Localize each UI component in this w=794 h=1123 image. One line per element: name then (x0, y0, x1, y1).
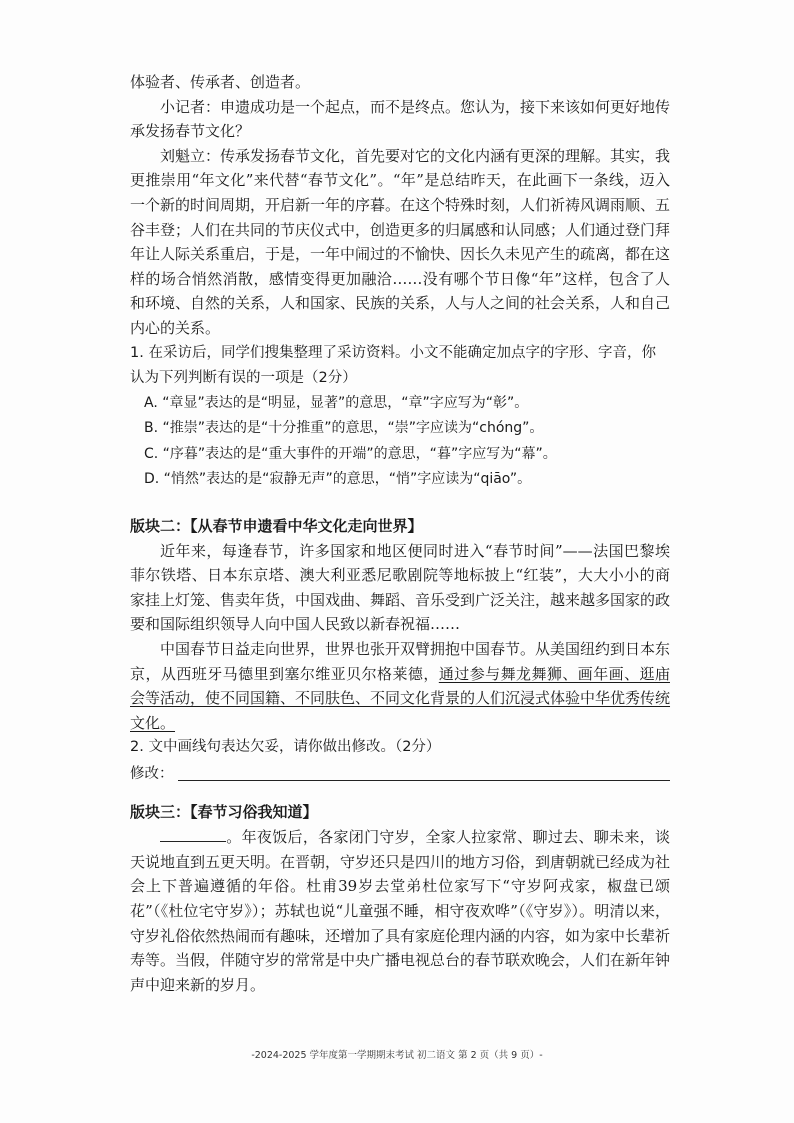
question-2-answer-row (130, 760, 670, 787)
page-footer: -2024-2025 学年度第一学期期末考试 初二语文 第 2 页（共 9 页）- (251, 1050, 543, 1061)
underlined-sentence: 通过参与舞龙舞狮、画年画、逛庙会等活动，使不同国籍、不同肤色、不同文化背景的人们沉浸式体验中华优秀传统文化。 (130, 664, 671, 732)
fill-in-blank[interactable] (160, 825, 226, 842)
qa-answer: 刘魁立：传承发扬春节文化，首先要对它的文化内涵有更深的理解。其实，我更推崇用“年文化”来代替“春节文化”。“年”是总结昨天，在此画下一条线，迈入一个新的时间周期，开启新一年的序暮。在这个特殊时刻，人们祈祷风调雨顺、五谷丰登；人们在共同的节庆仪式中，创造更多的归属感和认同感；人们通过登门拜年让人际关系重启，于是，一年中闹过的不愉快、因长久未见产生的疏离，都在这样的场合悄然消散，感情变得更加融洽……没有哪个节日像“年”这样，包含了人和环境、自然的关系，人和国家、民族的关系，人与人之间的社会关系，人和自己内心的关系。 (130, 146, 671, 337)
question-1-stem: 1. 在采访后，同学们搜集整理了采访资料。小文不能确定加点字的字形、字音，你认为下列判断有误的一项是（2分） (130, 344, 656, 386)
spacer (130, 787, 670, 799)
question-2-answer-line[interactable] (178, 760, 671, 781)
section-2-paragraph-2 (130, 637, 670, 735)
section-2-paragraph-2-text: 中国春节日益走向世界，世界也张开双臂拥抱中国春节。从美国纽约到日本东京，从西班牙马德里到塞尔维亚贝尔格莱德， (130, 639, 671, 683)
question-1-option-b[interactable]: B. “推崇”表达的是“十分推重”的意思，“崇”字应读为“chóng”。 (144, 420, 544, 437)
section-3-paragraph (130, 825, 670, 997)
section-2-paragraph-1: 近年来，每逢春节，许多国家和地区便同时进入“春节时间”——法国巴黎埃菲尔铁塔、日本东京塔、澳大利亚悉尼歌剧院等地标披上“红装”，大大小小的商家挂上灯笼、售卖年货，中国戏曲、舞蹈、音乐受到广泛关注，越来越多国家的政要和国际组织领导人向中国人民致以新春祝福…… (130, 541, 671, 634)
intro-line: 体验者、传承者、创造者。 (130, 73, 311, 91)
question-1-option-c[interactable]: C. “序暮”表达的是“重大事件的开端”的意思，“暮”字应写为“幕”。 (144, 445, 557, 462)
question-1-option-d[interactable]: D. “悄然”表达的是“寂静无声”的意思，“悄”字应读为“qiāo”。 (144, 471, 532, 488)
section-2-title: 版块二：【从春节申遗看中华文化走向世界】 (130, 516, 423, 535)
page-content (130, 70, 670, 997)
section-3-title: 版块三：【春节习俗我知道】 (130, 803, 318, 822)
section-3-paragraph-text: 。年夜饭后，各家闭门守岁，全家人拉家常、聊过去、聊未来，谈天说地直到五更天明。在晋朝，守岁还只是四川的地方习俗，到唐朝就已经成为社会上下普遍遵循的年俗。杜甫39岁去堂弟杜位家写下“守岁阿戎家，椒盘已颂花”（《杜位宅守岁》）；苏轼也说“儿童强不睡，相守夜欢哗”（《守岁》）。明清以来，守岁礼俗依然热闹而有趣味，还增加了具有家庭伦理内涵的内容，如为家中长辈祈寿等。当假，伴随守岁的常常是中央广播电视总台的春节联欢晚会，人们在新年钟声中迎来新的岁月。 (130, 828, 671, 994)
question-2-answer-label: 修改： (130, 766, 174, 783)
question-1-option-a[interactable]: A. “章显”表达的是“明显，显著”的意思，“章”字应写为“彰”。 (144, 394, 529, 411)
spacer (130, 493, 670, 513)
question-2-stem: 2. 文中画线句表达欠妥，请你做出修改。（2分） (130, 739, 441, 756)
qa-question: 小记者：申遗成功是一个起点，而不是终点。您认为，接下来该如何更好地传承发扬春节文化？ (130, 97, 671, 141)
